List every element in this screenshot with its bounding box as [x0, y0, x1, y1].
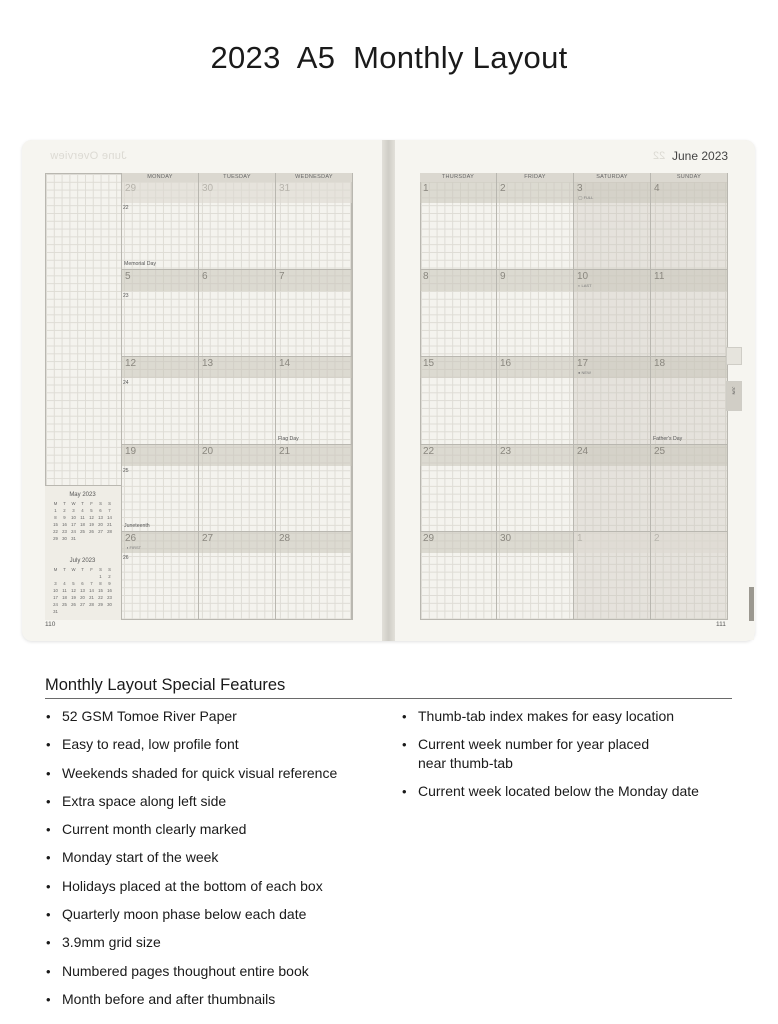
day-cell[interactable]	[497, 357, 574, 445]
thumbnail-day: 23	[107, 595, 112, 600]
week-row	[122, 270, 353, 358]
feature-item: • Numbered pages thoughout entire book	[45, 962, 337, 990]
thumbnail-day: S	[108, 501, 111, 506]
date-number: 30	[500, 533, 512, 544]
holiday-label: Father's Day	[653, 435, 683, 442]
feature-item: • Current month clearly marked	[45, 820, 337, 848]
day-cell[interactable]	[199, 270, 276, 358]
date-number: 1	[577, 533, 583, 544]
thumbnail-day: 8	[54, 515, 57, 520]
day-cell[interactable]	[420, 445, 497, 533]
thumbnail-day: 11	[80, 515, 85, 520]
date-number: 24	[577, 445, 589, 457]
day-header-thursday: THURSDAY	[420, 173, 497, 182]
thumbnail-row	[51, 566, 114, 573]
thumbnail-day: 27	[80, 602, 85, 607]
date-band	[497, 270, 573, 291]
moon-phase: ◑ FIRST	[126, 545, 142, 550]
thumbnail-day: 16	[107, 588, 112, 593]
date-band	[651, 182, 727, 203]
thumbnail-day: 3	[54, 581, 57, 586]
thumbnail-day: 12	[71, 588, 76, 593]
thumbnail-day: 16	[62, 522, 67, 527]
thumbnail-day: 17	[71, 522, 76, 527]
month-thumbnail	[51, 492, 114, 542]
day-cell[interactable]	[651, 357, 728, 445]
week-number: 24	[123, 380, 129, 386]
thumbnail-day	[105, 535, 114, 542]
holiday-label: Memorial Day	[124, 260, 156, 267]
thumbnail-day: 19	[89, 522, 94, 527]
thumbnail-day: 20	[98, 522, 103, 527]
thumbnail-title: July 2023	[69, 558, 96, 564]
day-cell[interactable]	[574, 445, 651, 533]
day-cell[interactable]	[574, 532, 651, 620]
thumbnail-day: F	[90, 567, 93, 572]
date-number: 21	[279, 445, 291, 457]
thumbnail-day: 30	[107, 602, 112, 607]
thumbnail-day: 6	[81, 581, 84, 586]
date-number: 31	[279, 183, 291, 194]
thumbnail-day: 31	[53, 609, 58, 614]
holiday-label: Flag Day	[278, 435, 299, 442]
thumbnail-row	[51, 521, 114, 528]
thumbnail-day	[78, 573, 87, 580]
day-header-tuesday: TUESDAY	[199, 173, 276, 182]
page-number-right: 111	[716, 621, 726, 628]
day-cell[interactable]	[420, 357, 497, 445]
date-number: 23	[500, 445, 512, 457]
date-number: 2	[500, 183, 506, 194]
day-cell[interactable]	[420, 532, 497, 620]
month-thumbnail	[51, 558, 114, 615]
date-number: 25	[654, 445, 666, 457]
thumbnail-day	[78, 535, 87, 542]
moon-phase: ◐ LAST	[578, 282, 592, 288]
week-row	[420, 357, 728, 445]
day-header-friday: FRIDAY	[497, 173, 574, 182]
thumbnail-day: T	[63, 501, 66, 506]
thumbnail-day: 25	[62, 602, 67, 607]
thumbnail-day	[96, 608, 105, 615]
thumbnail-day: 15	[98, 588, 103, 593]
thumbnail-day: 28	[89, 602, 94, 607]
thumbnail-day: 6	[99, 508, 102, 513]
features-divider	[45, 698, 732, 699]
date-number: 27	[202, 533, 214, 544]
thumbnail-day: 1	[99, 574, 102, 579]
day-cell[interactable]	[574, 182, 651, 270]
page-edge	[749, 160, 754, 640]
thumbnail-day	[69, 573, 78, 580]
day-cell[interactable]	[574, 270, 651, 358]
thumbnail-day: 21	[107, 522, 112, 527]
month-title: June 2023	[672, 149, 729, 163]
page-edge-marker	[749, 587, 754, 621]
thumbnail-row	[51, 601, 114, 608]
thumbnail-day: 5	[72, 581, 75, 586]
thumbnail-row	[51, 528, 114, 535]
date-number: 22	[423, 445, 435, 457]
feature-item: • 52 GSM Tomoe River Paper	[45, 707, 337, 735]
thumbnail-day: M	[53, 501, 58, 506]
day-cell[interactable]	[122, 182, 199, 270]
thumbnail-day: 15	[53, 522, 58, 527]
date-number: 8	[423, 270, 429, 282]
thumbnail-day: 14	[89, 588, 94, 593]
feature-item: • Quarterly moon phase below each date	[45, 905, 337, 933]
day-cell[interactable]	[199, 532, 276, 620]
thumbnail-day: 9	[63, 515, 66, 520]
thumb-tab[interactable]	[726, 347, 742, 365]
thumbnail-day: 24	[71, 529, 76, 534]
thumbnail-day: 29	[53, 536, 58, 541]
date-number: 14	[279, 358, 291, 369]
thumbnail-day: 12	[89, 515, 94, 520]
feature-item: • Weekends shaded for quick visual reference	[45, 764, 337, 792]
thumbnail-day	[60, 608, 69, 615]
week-row	[420, 270, 728, 358]
thumbnail-day: 11	[62, 588, 67, 593]
date-number: 28	[279, 533, 291, 544]
feature-item: • Current week located below the Monday date	[401, 782, 699, 801]
date-band	[420, 270, 496, 291]
thumbnail-day	[105, 608, 114, 615]
thumbnail-day: W	[71, 501, 76, 506]
thumbnail-day: 27	[98, 529, 103, 534]
date-number: 9	[500, 270, 506, 282]
day-header-monday: MONDAY	[122, 173, 199, 182]
thumbnail-day: 8	[99, 581, 102, 586]
day-cell[interactable]	[651, 270, 728, 358]
date-number: 20	[202, 445, 214, 457]
date-number: 16	[500, 358, 512, 369]
date-band	[420, 182, 496, 203]
day-header-sunday: SUNDAY	[651, 173, 728, 182]
thumbnail-day: 24	[53, 602, 58, 607]
thumbnail-day: 21	[89, 595, 94, 600]
day-header-wednesday: WEDNESDAY	[276, 173, 353, 182]
date-number: 7	[279, 270, 285, 282]
gutter	[382, 140, 395, 641]
date-number: 11	[654, 270, 665, 282]
feature-item: • Easy to read, low profile font	[45, 735, 337, 763]
day-cell[interactable]	[122, 445, 199, 533]
thumbnail-day: S	[99, 501, 102, 506]
day-cell[interactable]	[122, 357, 199, 445]
thumbnail-day: 4	[63, 581, 66, 586]
day-cell[interactable]	[276, 532, 353, 620]
day-cell[interactable]	[276, 270, 353, 358]
thumb-tab-current[interactable]	[726, 381, 742, 411]
week-row	[122, 445, 353, 533]
date-number: 10	[577, 270, 589, 282]
page-number-left: 110	[45, 621, 56, 628]
date-number: 29	[423, 533, 435, 544]
thumbnail-day: 7	[90, 581, 93, 586]
thumbnail-row	[51, 500, 114, 507]
date-number: 6	[202, 270, 208, 282]
thumbnail-day	[87, 535, 96, 542]
features-title: Monthly Layout Special Features	[45, 676, 286, 694]
thumbnail-day: 1	[54, 508, 57, 513]
thumbnail-day: 19	[71, 595, 76, 600]
thumbnail-title: May 2023	[69, 492, 96, 498]
thumbnail-day: T	[81, 567, 84, 572]
moon-phase: ● NEW	[578, 370, 591, 375]
day-cell[interactable]	[420, 270, 497, 358]
features-list-right	[401, 707, 699, 810]
thumbnail-day	[87, 608, 96, 615]
thumbnail-day: 10	[53, 588, 58, 593]
week-row	[420, 182, 728, 270]
day-cell[interactable]	[651, 445, 728, 533]
holiday-label: Juneteenth	[124, 523, 150, 529]
week-row	[420, 445, 728, 533]
thumbnail-day	[60, 573, 69, 580]
day-cell[interactable]	[497, 445, 574, 533]
features-list-left	[45, 707, 337, 1018]
week-row	[122, 532, 353, 620]
day-cell[interactable]	[497, 270, 574, 358]
thumbnail-day	[96, 535, 105, 542]
feature-item: • 3.9mm grid size	[45, 933, 337, 961]
thumbnail-row	[51, 514, 114, 521]
date-number: 1	[423, 183, 429, 194]
thumbnail-day: 28	[107, 529, 112, 534]
day-cell[interactable]	[122, 270, 199, 358]
day-cell[interactable]	[497, 532, 574, 620]
thumbnail-day: T	[63, 567, 66, 572]
thumbnail-day: 23	[62, 529, 67, 534]
thumbnail-day: 26	[89, 529, 94, 534]
date-band	[122, 270, 198, 291]
planner-spread	[22, 140, 755, 641]
thumbnail-row	[51, 535, 114, 542]
week-row	[420, 532, 728, 620]
thumb-tabs	[726, 347, 748, 627]
thumbnail-day	[69, 608, 78, 615]
week-row	[122, 357, 353, 445]
thumbnail-day: 5	[90, 508, 93, 513]
thumbnail-day: 2	[108, 574, 111, 579]
thumbnail-day: 22	[53, 529, 58, 534]
day-cell[interactable]	[276, 182, 353, 270]
date-band	[199, 270, 275, 291]
feature-item: • Month before and after thumbnails	[45, 990, 337, 1018]
week-row	[122, 182, 353, 270]
date-band	[497, 182, 573, 203]
date-number: 30	[202, 183, 214, 194]
thumbnail-row	[51, 507, 114, 514]
thumbnail-day: 25	[80, 529, 85, 534]
day-cell[interactable]	[497, 182, 574, 270]
thumb-tab-label: JUN	[731, 386, 737, 395]
date-number: 18	[654, 358, 666, 369]
date-number: 5	[125, 270, 131, 282]
day-cell[interactable]	[276, 445, 353, 533]
thumbnail-day: F	[90, 501, 93, 506]
week-number: 23	[123, 292, 129, 299]
day-cell[interactable]	[276, 357, 353, 445]
thumbnail-day: S	[99, 567, 102, 572]
date-number: 13	[202, 358, 214, 369]
thumbnail-day: 18	[80, 522, 85, 527]
thumbnail-day: 13	[98, 515, 103, 520]
feature-item: • Thumb-tab index makes for easy location	[401, 707, 699, 726]
date-band	[574, 532, 650, 553]
thumbnail-day: 9	[108, 581, 111, 586]
ghost-overview-title: June Overview	[50, 150, 127, 162]
thumbnail-day: T	[81, 501, 84, 506]
thumbnail-day: 30	[62, 536, 67, 541]
date-band	[276, 270, 352, 291]
thumbnail-day	[87, 573, 96, 580]
thumbnail-day: 14	[107, 515, 112, 520]
thumbnail-day: 20	[80, 595, 85, 600]
date-number: 29	[125, 183, 137, 194]
thumbnail-day	[51, 573, 60, 580]
thumbnail-row	[51, 608, 114, 615]
thumbnail-day: 26	[71, 602, 76, 607]
date-number: 4	[654, 183, 660, 194]
day-cell[interactable]	[651, 182, 728, 270]
thumbnail-day: 31	[71, 536, 76, 541]
thumbnail-day: 3	[72, 508, 75, 513]
thumbnail-day: 2	[63, 508, 66, 513]
thumbnail-day: S	[108, 567, 111, 572]
day-cell[interactable]	[420, 182, 497, 270]
thumbnail-row	[51, 573, 114, 580]
thumbnail-day: 13	[80, 588, 85, 593]
date-number: 19	[125, 445, 137, 457]
week-number: 22	[123, 205, 129, 211]
thumbnail-day: 10	[71, 515, 76, 520]
day-cell[interactable]	[199, 445, 276, 533]
date-number: 17	[577, 358, 589, 369]
day-header-saturday: SATURDAY	[574, 173, 651, 182]
date-number: 15	[423, 358, 435, 369]
thumbnail-day: 7	[108, 508, 111, 513]
day-cell[interactable]	[199, 182, 276, 270]
date-number: 12	[125, 358, 137, 369]
thumbnail-day: 4	[81, 508, 84, 513]
thumbnail-row	[51, 587, 114, 594]
date-number: 26	[125, 533, 137, 544]
thumbnail-day: 17	[53, 595, 58, 600]
day-cell[interactable]	[122, 532, 199, 620]
date-number: 2	[654, 533, 660, 544]
thumbnail-day: 29	[98, 602, 103, 607]
feature-item: • Extra space along left side	[45, 792, 337, 820]
feature-item: • Holidays placed at the bottom of each box	[45, 877, 337, 905]
thumbnail-day: W	[71, 567, 76, 572]
thumbnail-row	[51, 594, 114, 601]
thumbnail-day: 22	[98, 595, 103, 600]
thumbnail-day	[78, 608, 87, 615]
week-number: 26	[123, 555, 129, 561]
thumbnail-day: 18	[62, 595, 67, 600]
moon-phase: ◯ FULL	[578, 195, 594, 200]
ghost-number: 22	[653, 150, 666, 162]
feature-item: • Current week number for year placed near thumb-tab	[401, 735, 699, 773]
day-cell[interactable]	[651, 532, 728, 620]
day-cell[interactable]	[199, 357, 276, 445]
thumbnail-row	[51, 580, 114, 587]
thumbnail-day: M	[53, 567, 58, 572]
day-cell[interactable]	[574, 357, 651, 445]
week-number: 25	[123, 467, 129, 474]
feature-item: • Monday start of the week	[45, 848, 337, 876]
date-band	[651, 532, 727, 553]
page-title: 2023 A5 Monthly Layout	[210, 40, 568, 75]
date-number: 3	[577, 183, 583, 194]
